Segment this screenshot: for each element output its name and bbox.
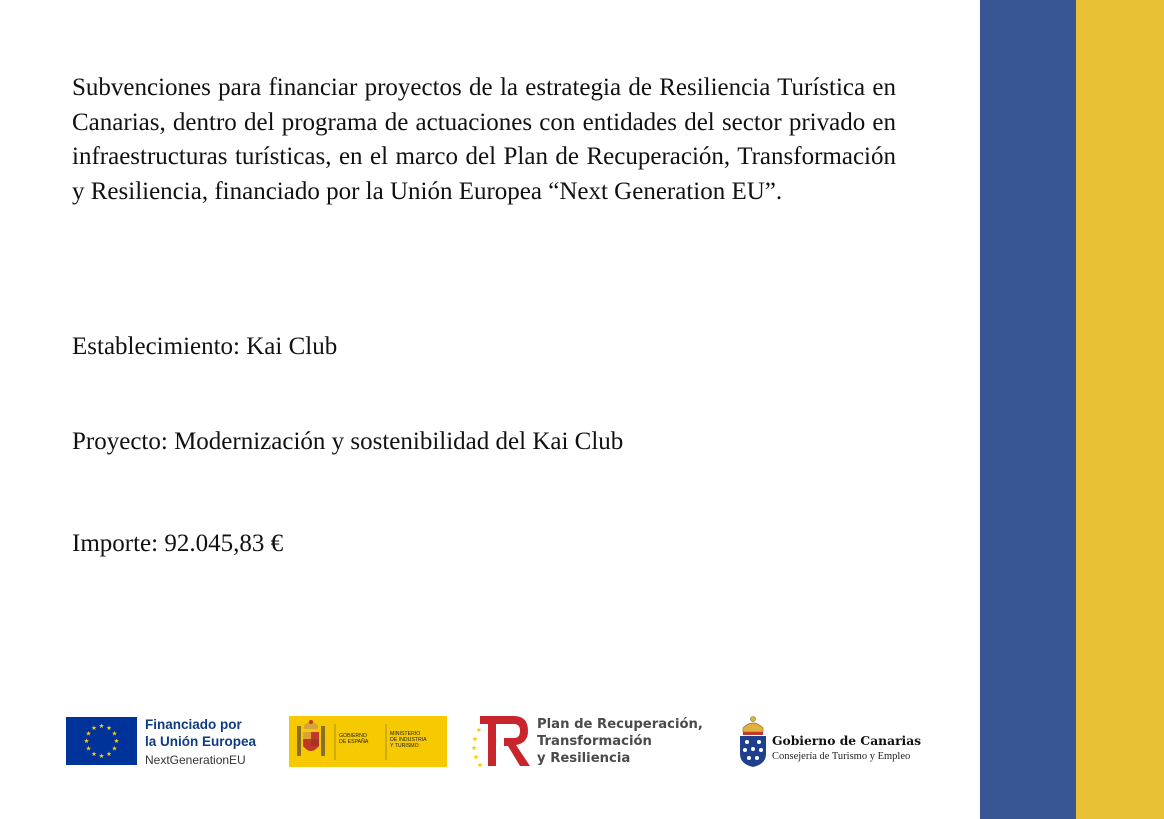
eu-line2: la Unión Europea xyxy=(145,734,257,749)
prtr-line3: y Resiliencia xyxy=(537,751,631,766)
intro-paragraph: Subvenciones para financiar proyectos de la estrategia de Resiliencia Turística en Canarias, dentro del programa de actuaciones con entidades del sector privado en infraestructuras turísticas, en el marco del Plan de Recuperación, Transformación y Resiliencia, financiado por la Unión Europea “Next Generation EU”. xyxy=(72,74,896,205)
establecimiento-line: Establecimiento: Kai Club xyxy=(72,333,338,360)
eu-line1: Financiado por xyxy=(145,717,242,732)
importe-line: Importe: 92.045,83 € xyxy=(72,530,284,557)
blue-stripe xyxy=(980,0,1076,819)
eu-logo-text xyxy=(145,716,256,770)
proyecto-line: Proyecto: Modernización y sostenibilidad del Kai Club xyxy=(72,428,624,455)
eu-line3: NextGenerationEU xyxy=(145,753,246,767)
prtr-line1: Plan de Recuperación, xyxy=(537,717,703,732)
gobierno-espana-text: GOBIERNO DE ESPAÑA xyxy=(339,733,369,745)
prtr-logo-icon xyxy=(470,712,532,768)
prtr-logo-text xyxy=(537,716,703,767)
prtr-line2: Transformación xyxy=(537,734,652,749)
yellow-stripe xyxy=(1076,0,1164,819)
ministerio-text: MINISTERIO DE INDUSTRIA Y TURISMO xyxy=(390,731,427,749)
canarias-title: Gobierno de Canarias xyxy=(772,733,922,748)
canarias-subtitle: Consejería de Turismo y Empleo xyxy=(772,751,911,762)
canarias-shield-icon xyxy=(737,714,769,768)
eu-flag-icon xyxy=(66,717,137,765)
